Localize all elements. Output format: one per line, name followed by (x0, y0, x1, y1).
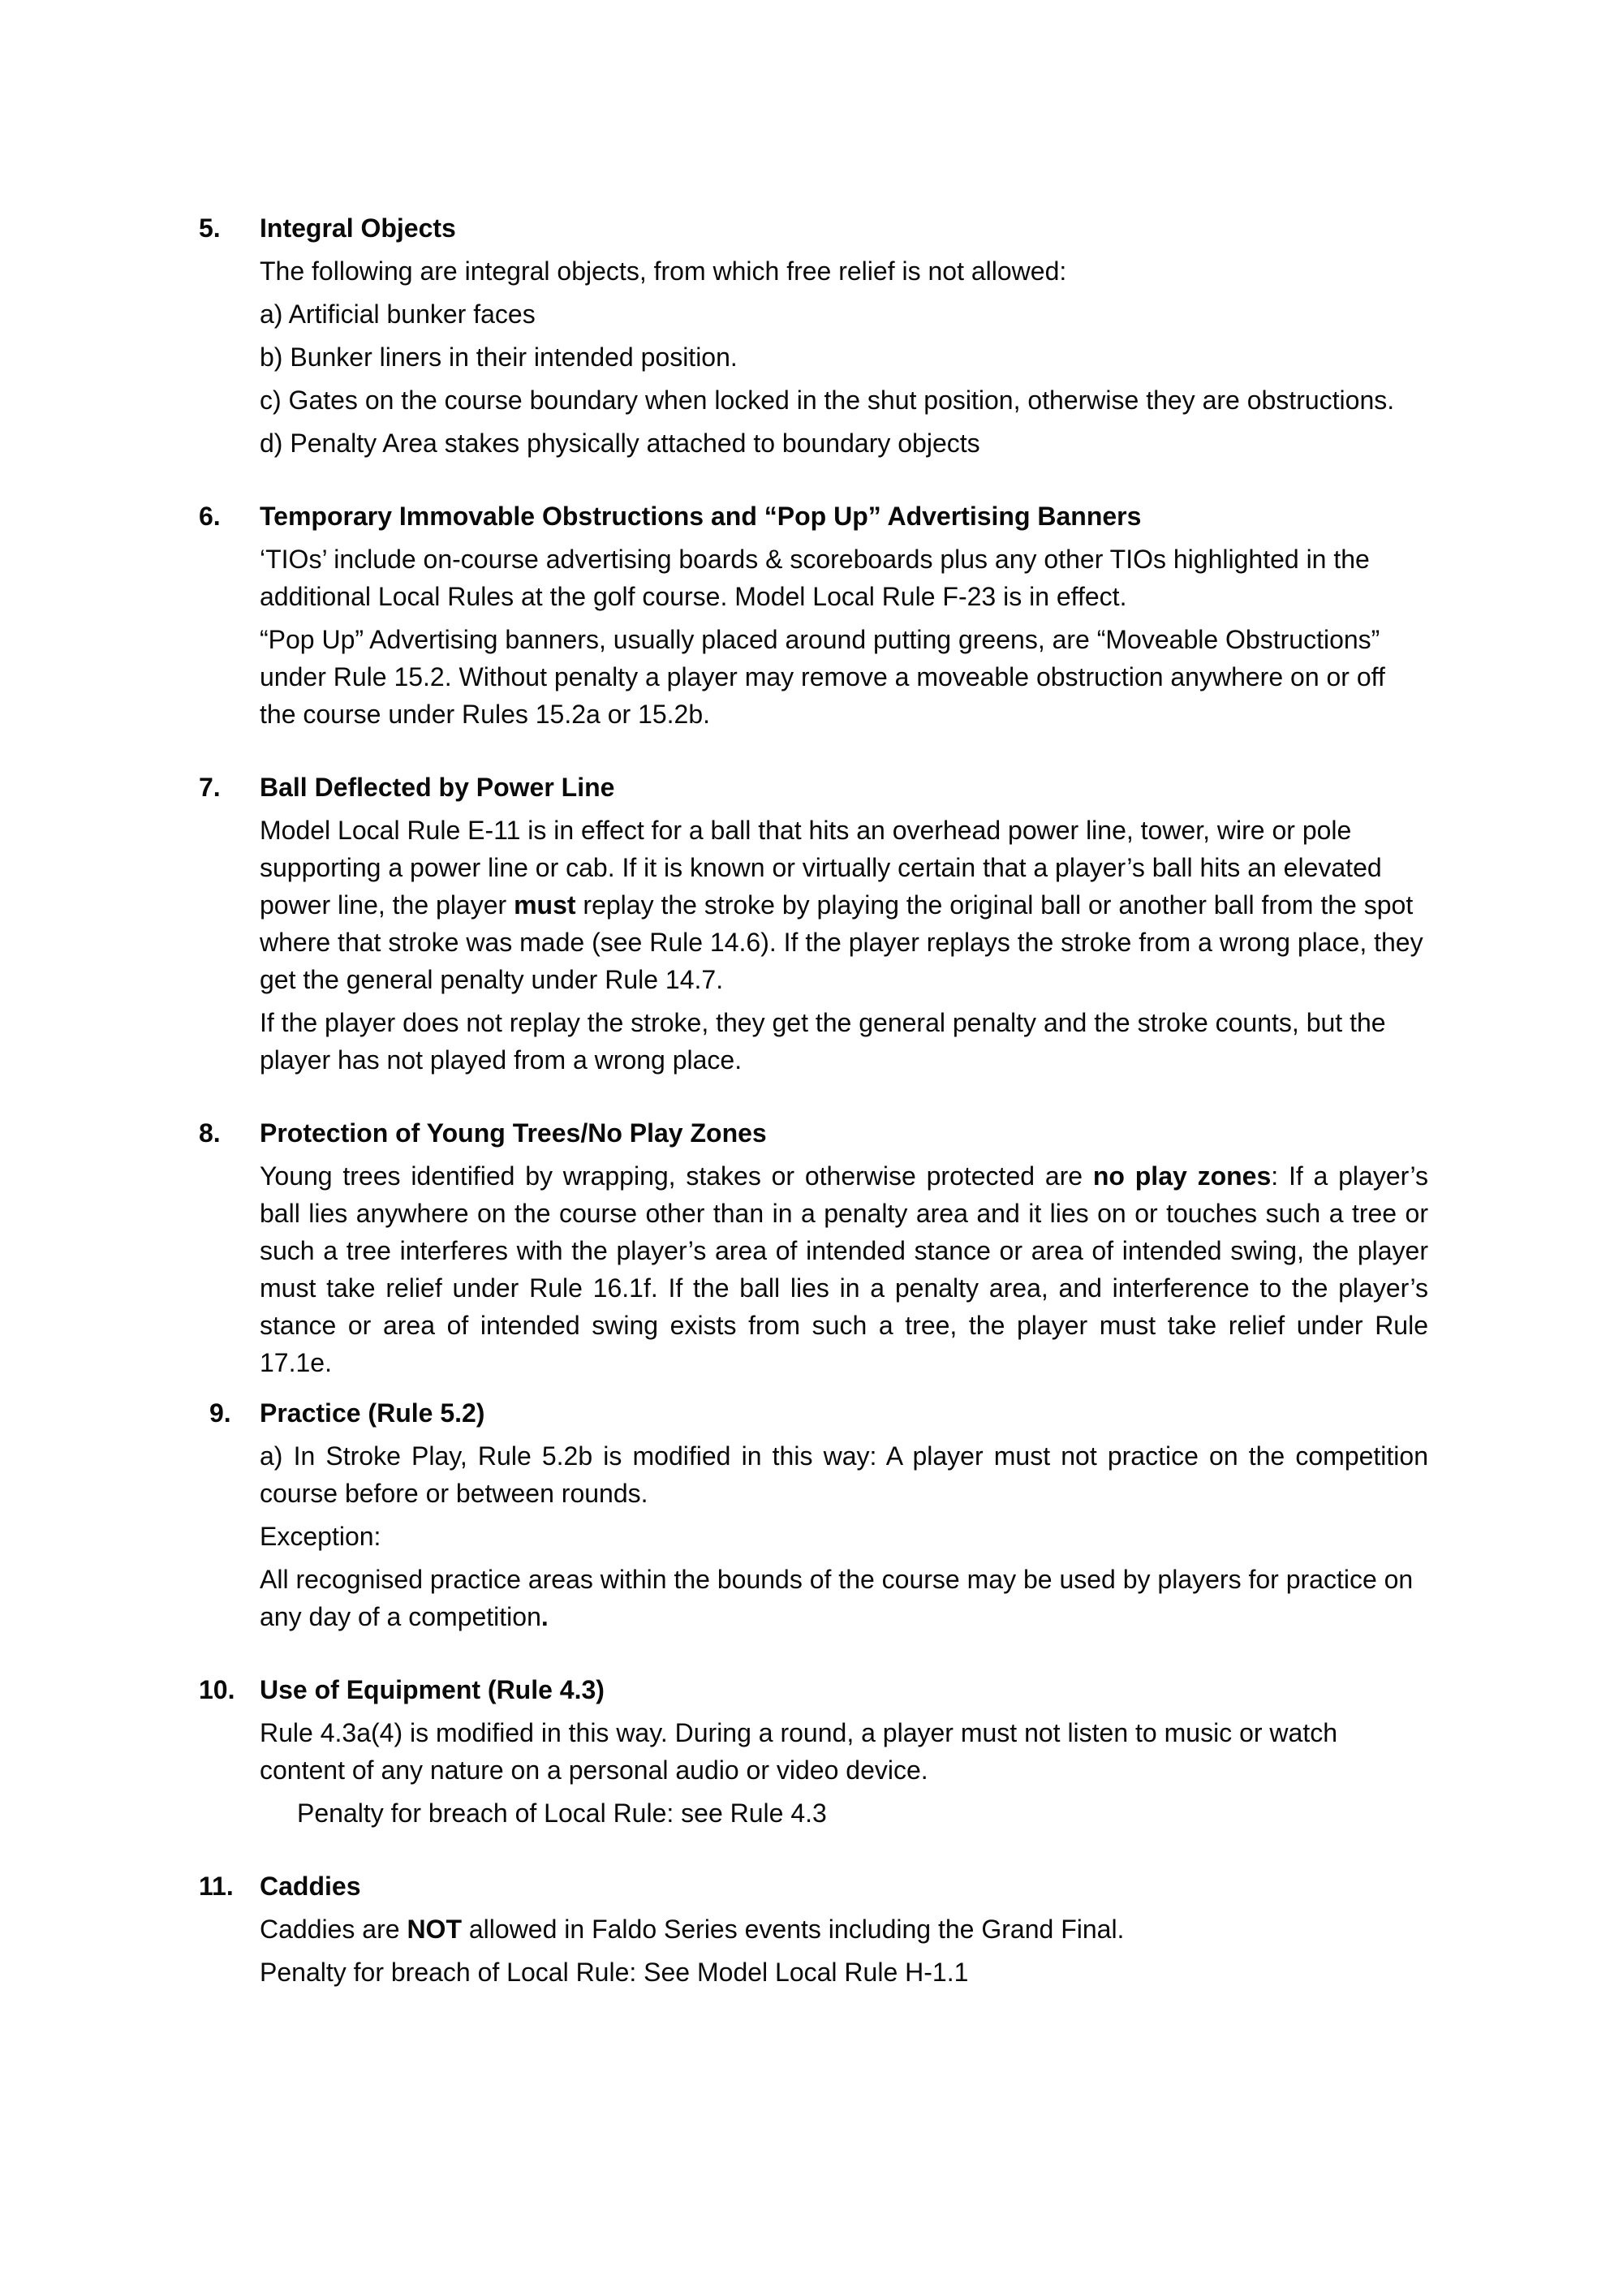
paragraph: Model Local Rule E-11 is in effect for a ball that hits an overhead power line, tower, wire or pole supporting a power line or cab. If it is known or virtually certain that a player’s ball hits an elevated power line, the player must replay the stroke by playing the original ball or another ball from the spot where that stroke was made (see Rule 14.6). If the player replays the stroke from a wrong place, they get the general penalty under Rule 14.7. (260, 816, 1423, 994)
section-heading (199, 769, 1428, 806)
paragraph: Rule 4.3a(4) is modified in this way. During a round, a player must not listen to music or watch content of any nature on a personal audio or video device. (260, 1718, 1337, 1785)
penalty-statement: Penalty for breach of Local Rule: see Rule 4.3 (297, 1798, 827, 1828)
list-item: a) Artificial bunker faces (260, 299, 536, 329)
paragraph: Young trees identified by wrapping, stakes or otherwise protected are no play zones: If a player’s ball lies anywhere on the course other than in a penalty area and it lies on or touches such a tree or such a tree interferes with the player’s area of intended stance or area of intended swing, the player must take relief under Rule 16.1f. If the ball lies in a penalty area, and interference to the player’s stance or area of intended swing exists from such a tree, the player must take relief under Rule 17.1e. (260, 1161, 1429, 1377)
section-temporary-immovable-obstructions (199, 498, 1428, 733)
list-item: c) Gates on the course boundary when locked in the shut position, otherwise they are obstructions. (260, 386, 1395, 415)
section-body (260, 812, 1428, 1079)
section-title: Protection of Young Trees/No Play Zones (260, 1118, 767, 1148)
section-number: 10. (199, 1675, 235, 1704)
section-title: Integral Objects (260, 213, 456, 243)
section-heading (199, 498, 1428, 535)
list-item: b) Bunker liners in their intended position. (260, 342, 738, 372)
paragraph: If the player does not replay the stroke, they get the general penalty and the stroke counts, but the player has not played from a wrong place. (260, 1008, 1386, 1075)
section-number: 6. (199, 502, 221, 531)
section-caddies (199, 1867, 1428, 1991)
section-number: 7. (199, 773, 221, 802)
section-practice (199, 1394, 1428, 1635)
section-number: 9. (209, 1398, 231, 1428)
section-body (260, 1910, 1428, 1991)
paragraph: All recognised practice areas within the bounds of the course may be used by players for practice on any day of a competition. (260, 1565, 1414, 1631)
section-heading (199, 1671, 1428, 1708)
section-heading (199, 1867, 1428, 1905)
section-title: Ball Deflected by Power Line (260, 773, 615, 802)
section-title: Practice (Rule 5.2) (260, 1398, 485, 1428)
section-body (260, 1157, 1428, 1381)
section-title: Caddies (260, 1872, 361, 1901)
penalty-statement: Penalty for breach of Local Rule: See Model Local Rule H-1.1 (260, 1958, 969, 1987)
paragraph: The following are integral objects, from which free relief is not allowed: (260, 256, 1067, 286)
paragraph: “Pop Up” Advertising banners, usually placed around putting greens, are “Moveable Obstructions” under Rule 15.2. Without penalty a player may remove a moveable obstruction anywhere on or off the course under Rules 15.2a or 15.2b. (260, 625, 1385, 729)
section-body (260, 1437, 1428, 1635)
paragraph: a) In Stroke Play, Rule 5.2b is modified in this way: A player must not practice on the competition course before or between rounds. (260, 1441, 1428, 1508)
section-number: 11. (199, 1872, 234, 1901)
section-use-of-equipment (199, 1671, 1428, 1832)
paragraph: Caddies are NOT allowed in Faldo Series events including the Grand Final. (260, 1915, 1125, 1944)
section-number: 8. (199, 1118, 221, 1148)
section-body (260, 252, 1428, 462)
section-number: 5. (199, 213, 221, 243)
section-ball-deflected-by-power-line (199, 769, 1428, 1079)
paragraph: ‘TIOs’ include on-course advertising boards & scoreboards plus any other TIOs highlighted in the additional Local Rules at the golf course. Model Local Rule F-23 is in effect. (260, 545, 1370, 611)
section-title: Temporary Immovable Obstructions and “Pop Up” Advertising Banners (260, 502, 1142, 531)
section-heading (199, 1394, 1428, 1432)
section-integral-objects (199, 209, 1428, 462)
section-body (260, 1714, 1428, 1832)
section-body (260, 541, 1428, 733)
list-item: d) Penalty Area stakes physically attached to boundary objects (260, 429, 980, 458)
paragraph: Exception: (260, 1522, 381, 1551)
section-protection-of-young-trees (199, 1114, 1428, 1381)
section-title: Use of Equipment (Rule 4.3) (260, 1675, 605, 1704)
section-heading (199, 1114, 1428, 1152)
section-heading (199, 209, 1428, 247)
